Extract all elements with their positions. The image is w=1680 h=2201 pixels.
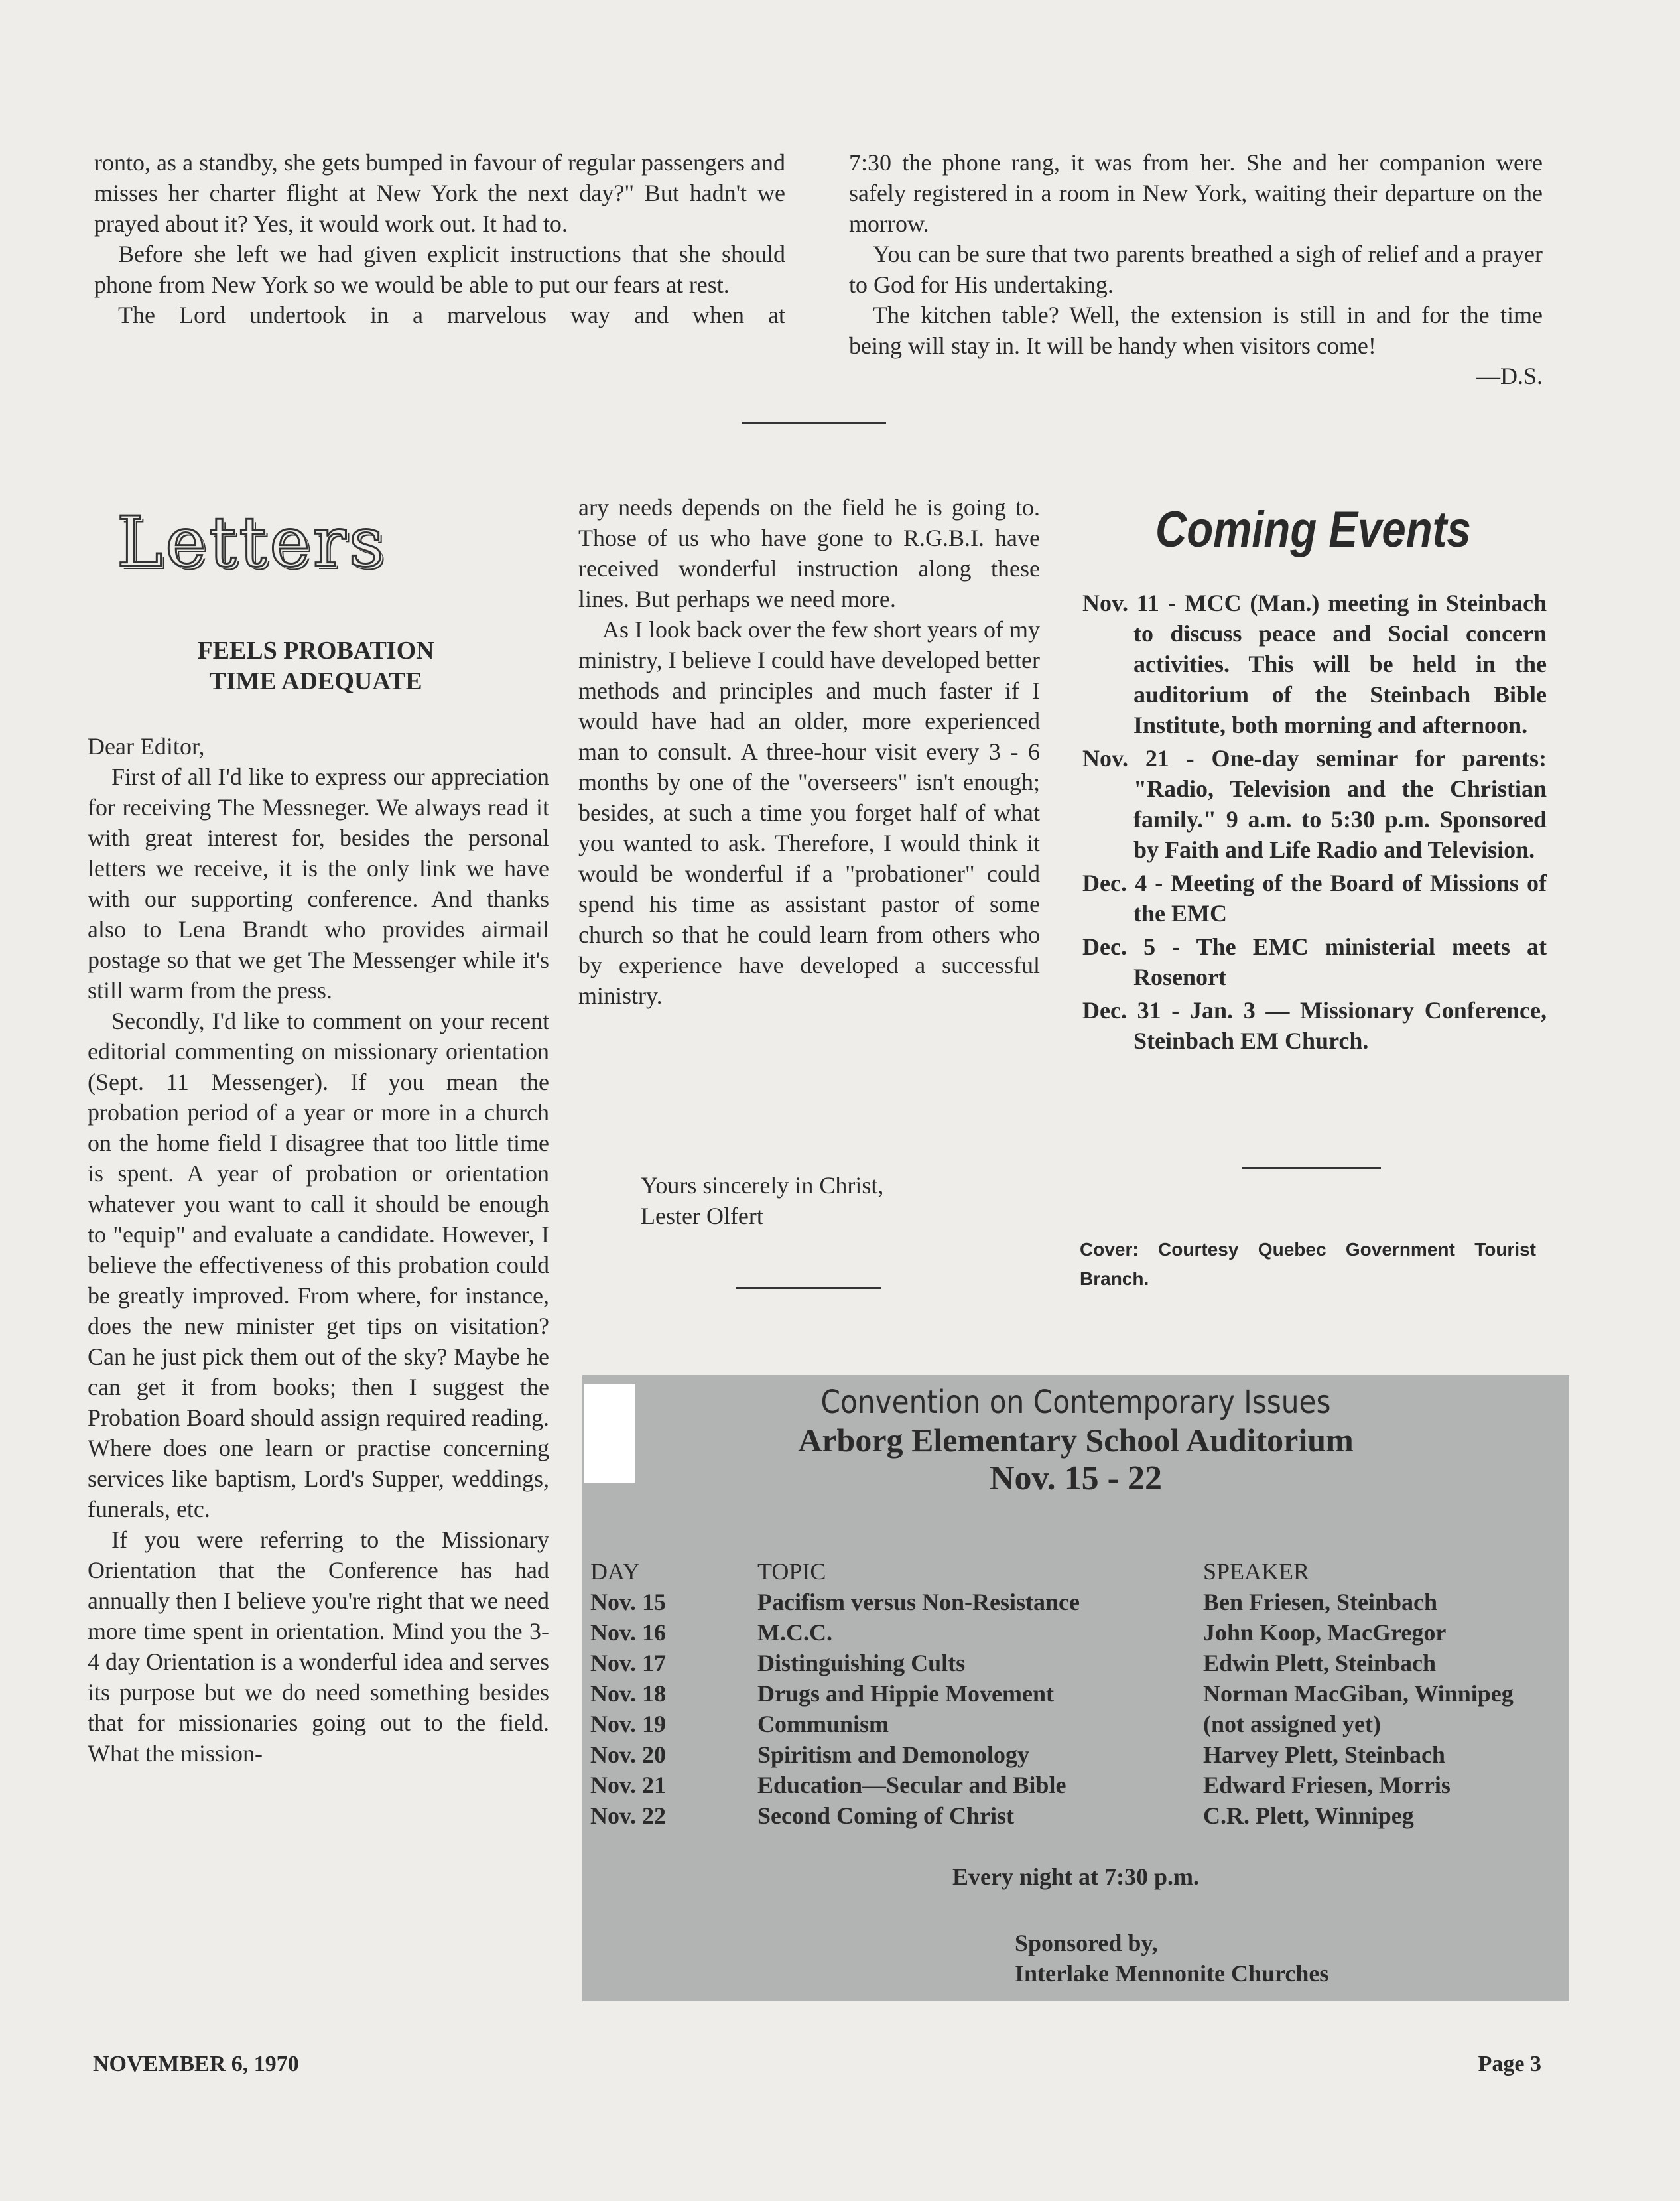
event-text: Meeting of the Board of Missions of the EMC	[1133, 870, 1547, 927]
schedule-day-column	[590, 1556, 666, 1831]
convention-time-note: Every night at 7:30 p.m.	[952, 1863, 1199, 1890]
convention-title: Convention on Contemporary Issues	[820, 1384, 1331, 1421]
schedule-topic: Drugs and Hippie Movement	[757, 1680, 1055, 1707]
coming-events-title: Coming Events	[1155, 501, 1471, 558]
schedule-topic: Second Coming of Christ	[757, 1802, 1015, 1829]
event-item	[1082, 995, 1547, 1056]
schedule-day: Nov. 20	[590, 1741, 667, 1768]
schedule-speaker: Edward Friesen, Morris	[1203, 1772, 1451, 1798]
section-divider	[742, 422, 886, 424]
event-date: Dec. 4 -	[1082, 870, 1163, 896]
sponsor-label: Sponsored by,	[1015, 1930, 1158, 1956]
schedule-header-topic: TOPIC	[757, 1558, 826, 1585]
schedule-topic: Communism	[757, 1711, 889, 1737]
letter-author: Lester Olfert	[641, 1203, 763, 1229]
schedule-day: Nov. 22	[590, 1802, 667, 1829]
letter-paragraph: Secondly, I'd like to comment on your recent editorial commenting on missionary orientation (Sept. 11 Messenger). If you mean the probation period of a year or more in a church on the home field I disagree that too little time is spent. A year of probation or orientation whatever you want to call it should be enough to "equip" and evaluate a candidate. However, I believe the effectiveness of this probation could be greatly improved. From where, for instance, does the new minister get tips on visitation? Can he just pick them out of the sky? Maybe he can get it from books; then I suggest the Probation Board should assign required reading. Where does one learn or practise concerning services like baptism, Lord's Supper, weddings, funerals, etc.	[88, 1008, 549, 1522]
event-text: MCC (Man.) meeting in Steinbach to discuss peace and Social concern activities. This will be held in the auditorium of the Steinbach Bible Institute, both morning and afternoon.	[1133, 590, 1547, 738]
section-divider	[1242, 1167, 1381, 1169]
schedule-day: Nov. 19	[590, 1711, 667, 1737]
event-text: One-day seminar for parents: "Radio, Television and the Christian family." 9 a.m. to 5:30 p.m. Sponsored by Faith and Life Radio and Television.	[1133, 745, 1547, 863]
top-article-paragraph: You can be sure that two parents breathed a sigh of relief and a prayer to God for His undertaking.	[849, 241, 1543, 298]
event-text: Jan. 3 — Missionary Conference, Steinbach EM Church.	[1133, 997, 1547, 1054]
top-article-right-column	[849, 147, 1543, 361]
convention-dates: Nov. 15 - 22	[990, 1459, 1162, 1497]
top-article-paragraph: Before she left we had given explicit instructions that she should phone from New York so we would be able to put our fears at rest.	[94, 241, 785, 298]
letter-salutation: Dear Editor,	[88, 733, 205, 760]
event-date: Dec. 31 -	[1082, 997, 1180, 1024]
top-article-paragraph: The Lord undertook in a marvelous way and when at	[118, 302, 785, 328]
schedule-header-speaker: SPEAKER	[1203, 1558, 1310, 1585]
schedule-day: Nov. 17	[590, 1650, 667, 1676]
top-article-signature: —D.S.	[1476, 363, 1543, 389]
event-item	[1082, 588, 1547, 740]
event-date: Dec. 5 -	[1082, 933, 1181, 960]
letter-headline	[94, 635, 537, 697]
top-article-paragraph: The kitchen table? Well, the extension is still in and for the time being will stay in. It will be handy when visitors come!	[849, 302, 1543, 359]
convention-header	[582, 1384, 1569, 1498]
coming-events-list	[1082, 588, 1547, 1059]
event-date: Nov. 21 -	[1082, 745, 1195, 771]
letters-section-title: Letters	[117, 501, 387, 582]
schedule-day: Nov. 15	[590, 1589, 667, 1615]
schedule-topic: Spiritism and Demonology	[757, 1741, 1030, 1768]
letter-paragraph: As I look back over the few short years of my ministry, I believe I could have developed better methods and principles and much faster if I would have had an older, more experienced man to consult. A three-hour visit every 3 - 6 months by one of the "overseers" isn't enough; besides, at such a time you forget half of what you wanted to ask. Therefore, I would think it would be wonderful if a "probationer" could spend his time as assistant pastor of some church so that he could learn from others who by experience have developed a successful ministry.	[578, 616, 1040, 1009]
letter-headline-line: FEELS PROBATION	[197, 637, 434, 665]
schedule-speaker: Norman MacGiban, Winnipeg	[1203, 1680, 1514, 1707]
schedule-day: Nov. 16	[590, 1619, 667, 1646]
letter-paragraph: If you were referring to the Missionary Orientation that the Conference has had annually then I believe you're right that we need more time spent in orientation. Mind you the 3-4 day Orientation is a wonderful idea and serves its purpose but we do need something besides that for missionaries going out to the field. What the mission-	[88, 1526, 549, 1767]
schedule-topic-column	[757, 1556, 1080, 1831]
letter-column-2	[578, 492, 1040, 1011]
schedule-speaker: Edwin Plett, Steinbach	[1203, 1650, 1437, 1676]
top-article-left-column	[94, 147, 785, 330]
letter-closing-line: Yours sincerely in Christ,	[641, 1172, 884, 1199]
schedule-topic: Education—Secular and Bible	[757, 1772, 1066, 1798]
sponsor-name: Interlake Mennonite Churches	[1015, 1960, 1329, 1987]
schedule-day: Nov. 18	[590, 1680, 667, 1707]
event-item	[1082, 743, 1547, 865]
letter-paragraph: First of all I'd like to express our appreciation for receiving The Messneger. We always read it with great interest for, besides the personal letters we receive, it is the only link we have with our supporting conference. And thanks also to Lena Brandt who provides airmail postage so that we get The Messenger while it's still warm from the press.	[88, 764, 549, 1004]
schedule-speaker: Ben Friesen, Steinbach	[1203, 1589, 1438, 1615]
schedule-day: Nov. 21	[590, 1772, 667, 1798]
schedule-speaker: C.R. Plett, Winnipeg	[1203, 1802, 1414, 1829]
schedule-topic: M.C.C.	[757, 1619, 832, 1646]
schedule-speaker-column	[1203, 1556, 1514, 1831]
letter-headline-line: TIME ADEQUATE	[209, 667, 422, 695]
event-date: Nov. 11 -	[1082, 590, 1176, 616]
letter-closing	[641, 1170, 883, 1231]
top-article-paragraph: 7:30 the phone rang, it was from her. She and her companion were safely registered in a room in New York, waiting their departure on the morrow.	[849, 149, 1543, 237]
event-text: The EMC ministerial meets at Rosenort	[1133, 933, 1547, 990]
letter-column-1	[88, 731, 549, 1768]
top-article-paragraph: ronto, as a standby, she gets bumped in favour of regular passengers and misses her charter flight at New York the next day?" But hadn't we prayed about it? Yes, it would work out. It had to.	[94, 149, 785, 237]
convention-sponsor	[1015, 1928, 1328, 1989]
schedule-topic: Pacifism versus Non-Resistance	[757, 1589, 1080, 1615]
section-divider	[736, 1287, 881, 1289]
footer-date: NOVEMBER 6, 1970	[93, 2052, 299, 2076]
schedule-header-day: DAY	[590, 1558, 640, 1585]
schedule-speaker: John Koop, MacGregor	[1203, 1619, 1447, 1646]
schedule-topic: Distinguishing Cults	[757, 1650, 966, 1676]
letter-paragraph: ary needs depends on the field he is going to. Those of us who have gone to R.G.B.I. have received wonderful instruction along these lines. But perhaps we need more.	[578, 494, 1040, 612]
cover-credit: Cover: Courtesy Quebec Government Tourist Branch.	[1080, 1239, 1536, 1289]
event-item	[1082, 868, 1547, 929]
event-item	[1082, 931, 1547, 992]
schedule-speaker: Harvey Plett, Steinbach	[1203, 1741, 1445, 1768]
page-number: Page 3	[1478, 2052, 1541, 2076]
convention-venue: Arborg Elementary School Auditorium	[798, 1422, 1354, 1459]
schedule-speaker: (not assigned yet)	[1203, 1711, 1381, 1737]
